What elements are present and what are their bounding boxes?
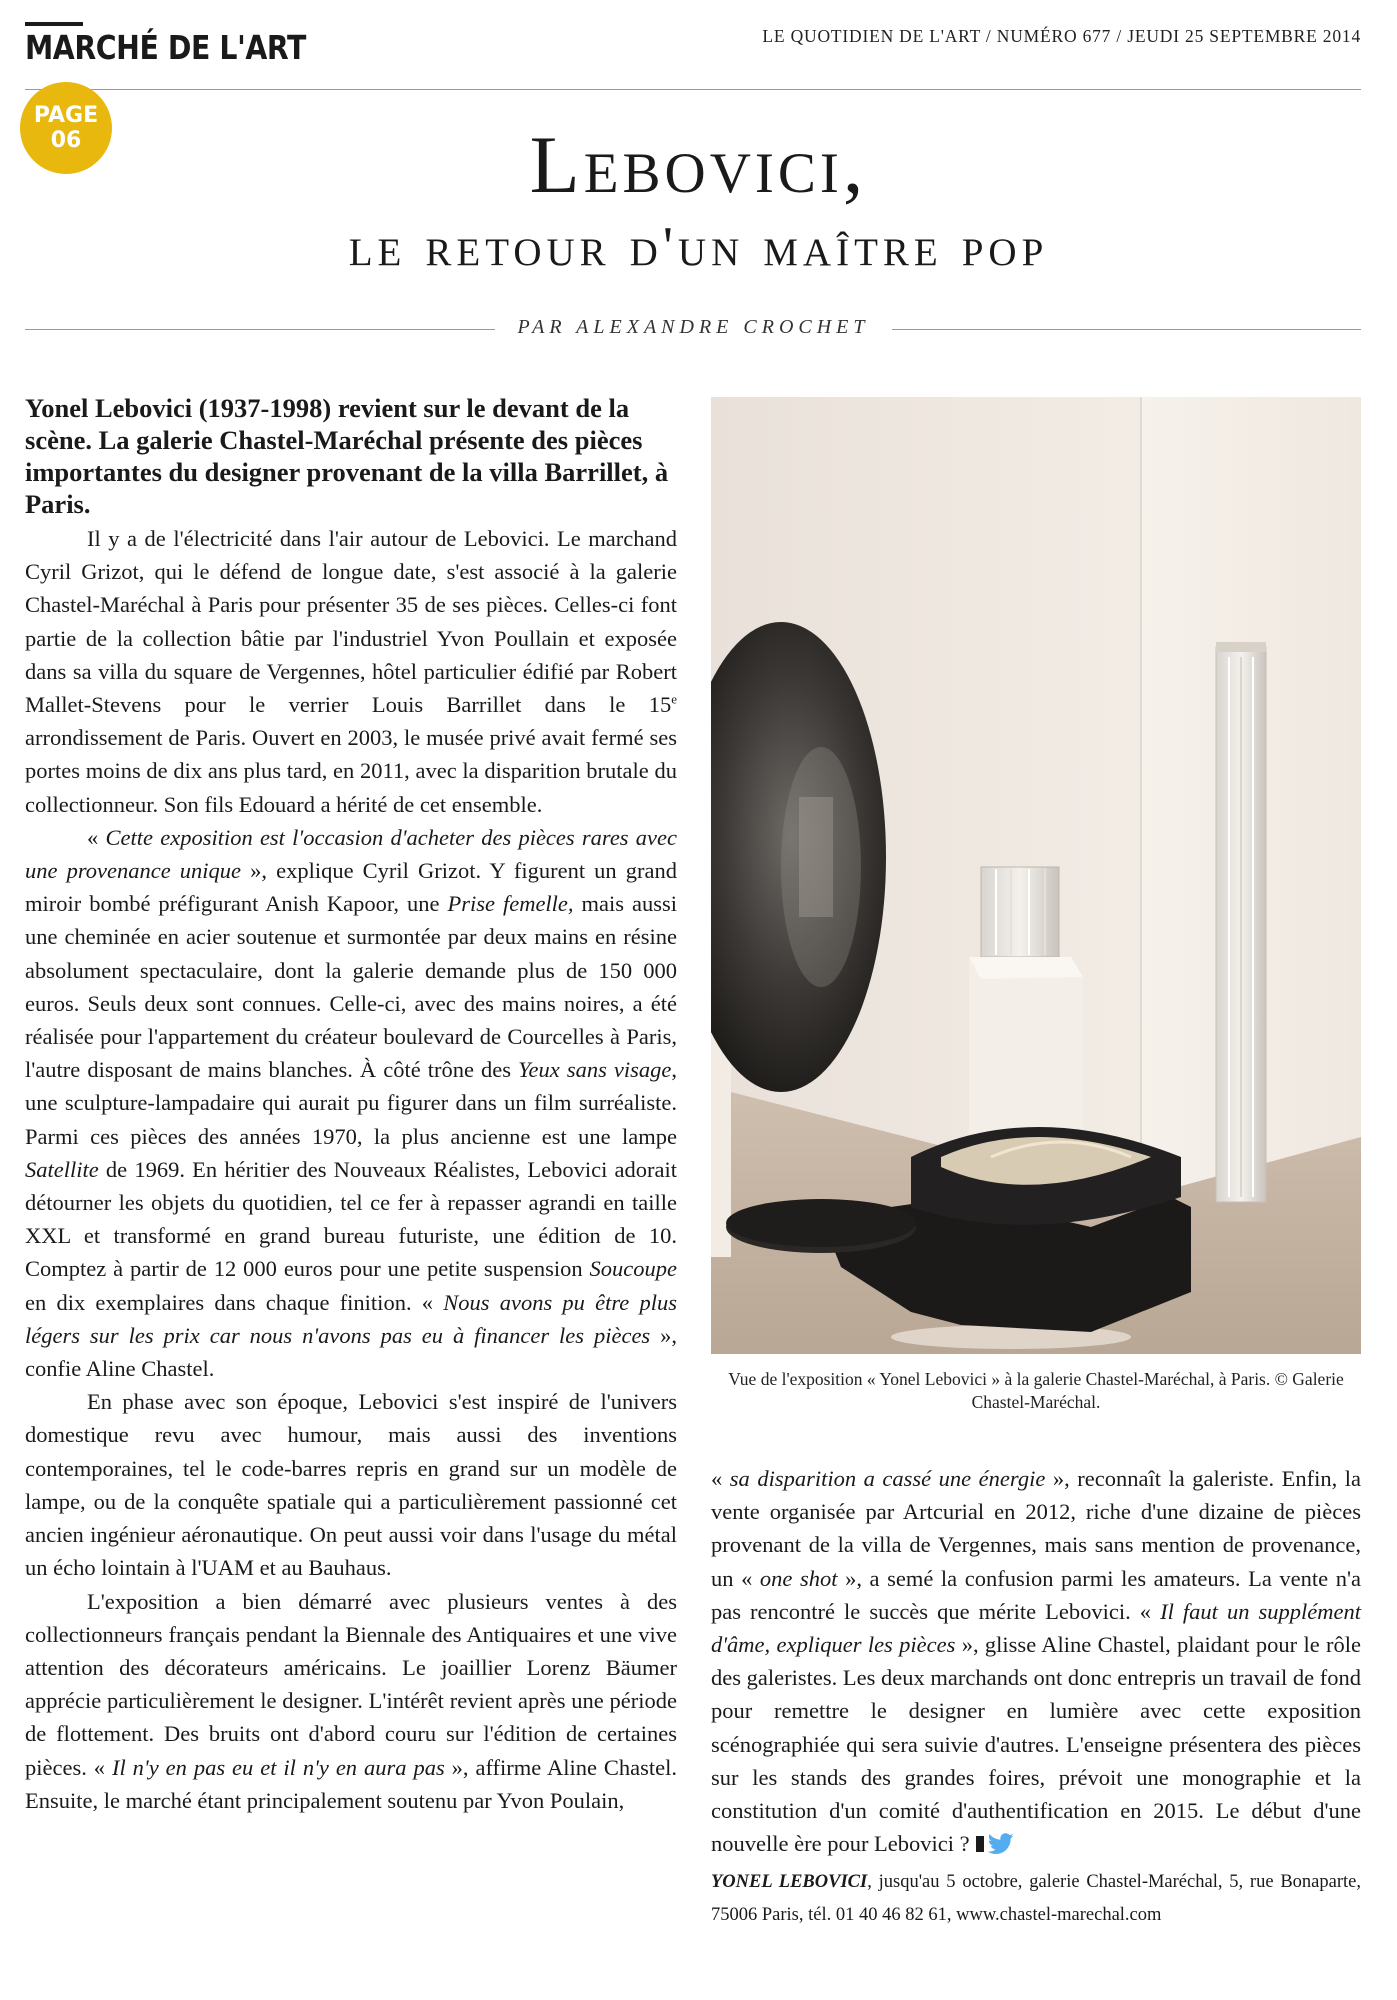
end-square-icon [976, 1836, 984, 1852]
article-title-line1: Lebovici, [529, 119, 868, 210]
header-rule [25, 89, 1361, 90]
article-lead: Yonel Lebovici (1937-1998) revient sur le devant de la scène. La galerie Chastel-Maréchal présente des pièces importantes du designer provenant de la villa Barrillet, à Paris. [25, 393, 669, 519]
page-badge-label: PAGE [33, 103, 99, 128]
article-paragraph-1: Il y a de l'électricité dans l'air autour de Lebovici. Le marchand Cyril Grizot, qui le défend de longue date, s'est associé à la galerie Chastel-Maréchal à Paris pour présenter 35 de ses pièces. Celles-ci font partie de la collection bâtie par l'industriel Yvon Poullain et exposée dans sa villa du square de Vergennes, hôtel particulier édifié par Robert Mallet-Stevens pour le verrier Louis Barrillet dans le 15e arrondissement de Paris. Ouvert en 2003, le musée privé avait fermé ses portes moins de dix ans plus tard, en 2011, avec la disparition brutale du collectionneur. Son fils Edouard a hérité de cet ensemble. [25, 526, 677, 817]
article-column-left [25, 392, 677, 1817]
twitter-bird-icon[interactable] [988, 1831, 1014, 1864]
issue-line: LE QUOTIDIEN DE L'ART / NUMÉRO 677 / JEUDI 25 SEPTEMBRE 2014 [762, 26, 1361, 46]
article-title-line2: le retour d'un maître pop [348, 216, 1049, 278]
article-column-right [711, 1462, 1361, 1932]
byline-rule-left [25, 329, 495, 330]
byline: PAR ALEXANDRE CROCHET [517, 316, 870, 338]
article-paragraph-3: En phase avec son époque, Lebovici s'est inspiré de l'univers domestique revu avec humour, mais aussi des inventions contemporaines, tel le code-barres repris en grand sur un modèle de lampe, ou de la conquête spatiale qui a particulièrement passionné cet ancien ingénieur aéronautique. On peut aussi voir dans l'usage du métal un écho lointain à l'UAM et au Bauhaus. [25, 1389, 677, 1581]
byline-rule-right [892, 329, 1361, 330]
article-paragraph-5: « sa disparition a cassé une énergie », reconnaît la galeriste. Enfin, la vente organisée par Artcurial en 2012, riche d'une dizaine de pièces provenant de la villa de Vergennes, mais sans mention de provenance, un « one shot », a semé la confusion parmi les amateurs. La vente n'a pas rencontré le succès que mérite Lebovici. « Il faut un supplément d'âme, expliquer les pièces », glisse Aline Chastel, plaidant pour le rôle des galeristes. Les deux marchands ont donc entrepris un travail de fond pour remettre le designer en lumière avec cette exposition scénographiée qui sera suivie d'autres. L'enseigne présentera des pièces sur les stands des grandes foires, prévoit une monographie et la constitution d'un comité d'authentification en 2015. Le début d'une nouvelle ère pour Lebovici ? [711, 1462, 1361, 1864]
article-paragraph-2: « Cette exposition est l'occasion d'acheter des pièces rares avec une provenance unique », explique Cyril Grizot. Y figurent un grand miroir bombé préfigurant Anish Kapoor, une Prise femelle, mais aussi une cheminée en acier soutenue et surmontée par deux mains en résine absolument spectaculaire, dont la galerie demande plus de 150 000 euros. Seuls deux sont connues. Celle-ci, avec des mains noires, a été réalisée pour l'appartement du créateur boulevard de Courcelles à Paris, l'autre disposant de mains blanches. À côté trône des Yeux sans visage, une sculpture-lampadaire qui aurait pu figurer dans un film surréaliste. Parmi ces pièces des années 1970, la plus ancienne est une lampe Satellite de 1969. En héritier des Nouveaux Réalistes, Lebovici adorait détourner les objets du quotidien, tel ce fer à repasser agrandi en taille XXL et transformé en grand bureau futuriste, une édition de 10. Comptez à partir de 12 000 euros pour une petite suspension Soucoupe en dix exemplaires dans chaque finition. « Nous avons pu être plus légers sur les prix car nous n'avons pas eu à financer les pièces », confie Aline Chastel. [25, 824, 678, 1382]
header-top-bar [25, 22, 83, 26]
article-paragraph-4: L'exposition a bien démarré avec plusieurs ventes à des collectionneurs français pendant la Biennale des Antiquaires et une vive attention des décorateurs américains. Le joaillier Lorenz Bäumer apprécie particulièrement le designer. L'intérêt revient après une période de flottement. Des bruits ont d'abord couru sur l'édition de certaines pièces. « Il n'y en pas eu et il n'y en aura pas », affirme Aline Chastel. Ensuite, le marché étant principalement soutenu par Yvon Poulain, [25, 1588, 677, 1813]
section-title: MARCHÉ DE L'ART [25, 28, 306, 67]
photo-caption: Vue de l'exposition « Yonel Lebovici » à la galerie Chastel-Maréchal, à Paris. © Galerie Chastel-Maréchal. [728, 1369, 1344, 1412]
exhibition-photo [711, 397, 1361, 1354]
exhibition-info: YONEL LEBOVICI, jusqu'au 5 octobre, galerie Chastel-Maréchal, 5, rue Bonaparte, 75006 Paris, tél. 01 40 46 82 61, www.chastel-marechal.com [711, 1872, 1361, 1926]
page-badge-number: 06 [50, 128, 82, 153]
